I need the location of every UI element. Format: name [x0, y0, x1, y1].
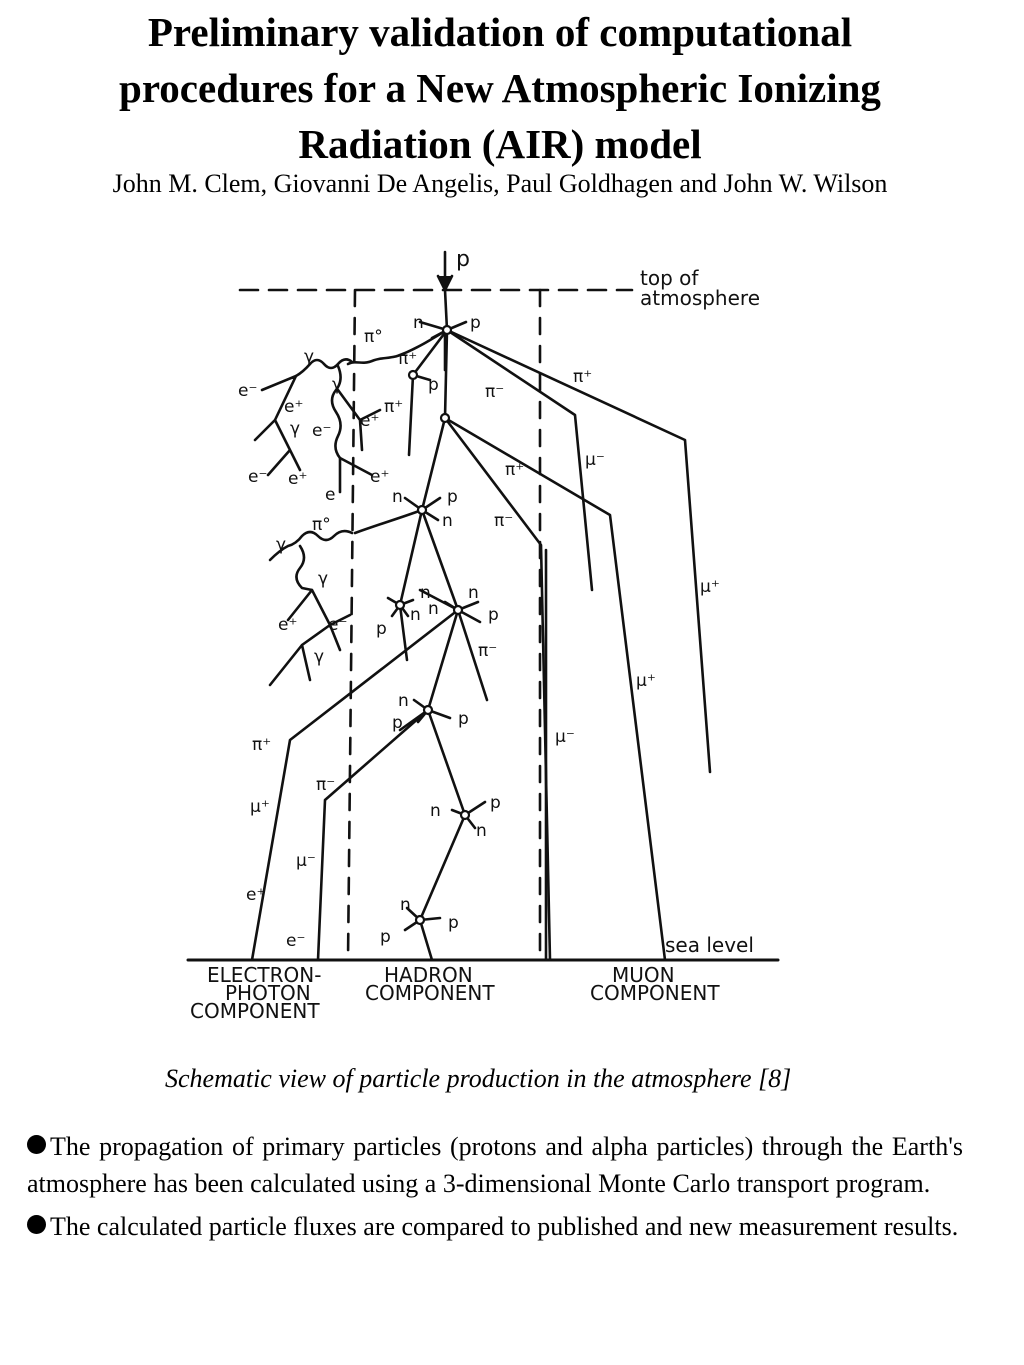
- particle-pi-plus: π⁺: [398, 349, 418, 369]
- title-line-2: procedures for a New Atmospheric Ionizing: [119, 65, 881, 111]
- particle-n: n: [430, 801, 441, 821]
- particle-e-plus: e⁺: [360, 411, 380, 431]
- em-label-2: PHOTON: [225, 981, 311, 1005]
- particle-gamma: γ: [276, 535, 287, 555]
- particle-p: p: [447, 487, 458, 507]
- particle-e-plus: e⁺: [278, 615, 298, 635]
- particle-n: n: [413, 313, 424, 333]
- particle-mu-minus: μ⁻: [585, 450, 605, 470]
- caption-text: Schematic view of particle production in the atmosphere: [165, 1064, 759, 1093]
- top-label-2: atmosphere: [640, 286, 760, 310]
- particle-p: p: [488, 605, 499, 625]
- particle-e-plus: e⁺: [284, 397, 304, 417]
- particle-n: n: [468, 583, 479, 603]
- particle-pi0: π°: [364, 327, 383, 347]
- particle-gamma: γ: [290, 419, 301, 439]
- particle-n: n: [400, 895, 411, 915]
- particle-mu-plus: μ⁺: [636, 671, 656, 691]
- particle-p: p: [448, 913, 459, 933]
- particle-mu-minus: μ⁻: [555, 727, 575, 747]
- particle-pi-minus: π⁻: [485, 382, 505, 402]
- bullet-list: [27, 1128, 963, 1251]
- particle-pi-minus: π⁻: [478, 641, 498, 661]
- particle-pi-plus: π⁺: [384, 397, 404, 417]
- em-hadron-divider: [348, 290, 355, 960]
- title-line-1: Preliminary validation of computational: [147, 9, 853, 55]
- particle-e-plus: e⁺: [370, 467, 390, 487]
- muon-label-1: MUON: [612, 963, 675, 987]
- primary-label: p: [456, 247, 470, 272]
- em-label-1: ELECTRON-: [207, 963, 322, 987]
- particle-pi0: π°: [312, 515, 331, 535]
- particle-n: n: [410, 605, 421, 625]
- title-line-3: Radiation (AIR) model: [298, 121, 702, 167]
- particle-p: p: [392, 713, 403, 733]
- authors: John M. Clem, Giovanni De Angelis, Paul Goldhagen and John W. Wilson: [112, 169, 888, 198]
- particle-pi-minus: π⁻: [316, 775, 336, 795]
- bullet-item-2: [27, 1208, 963, 1245]
- sea-level-label: sea level: [665, 933, 754, 957]
- particle-production-diagram: [0, 230, 1000, 1030]
- particle-gamma: γ: [332, 375, 343, 395]
- particle-n: n: [428, 599, 439, 619]
- particle-e-minus: e⁻: [328, 615, 348, 635]
- particle-mu-minus: μ⁻: [296, 851, 316, 871]
- particle-mu-plus: μ⁺: [700, 577, 720, 597]
- particle-n: n: [476, 821, 487, 841]
- particle-pi-minus: π⁻: [494, 511, 514, 531]
- particle-p: p: [470, 313, 481, 333]
- particle-e: e: [325, 485, 336, 505]
- particle-p: p: [428, 375, 439, 395]
- particle-p: p: [458, 709, 469, 729]
- particle-n: n: [398, 691, 409, 711]
- particle-pi-plus: π⁺: [505, 460, 525, 480]
- particle-pi-plus: π⁺: [252, 735, 272, 755]
- caption-ref: [8]: [758, 1064, 792, 1093]
- figure-caption: [165, 1064, 791, 1094]
- particle-gamma: γ: [314, 647, 325, 667]
- bullet-dot-icon: [27, 1215, 46, 1234]
- muon-label-2: COMPONENT: [590, 981, 720, 1005]
- page-title: [0, 4, 1000, 172]
- particle-mu-plus: μ⁺: [250, 797, 270, 817]
- particle-p: p: [380, 927, 391, 947]
- hadron-label-1: HADRON: [384, 963, 473, 987]
- particle-n: n: [420, 583, 431, 603]
- particle-e-minus: e⁻: [286, 931, 306, 951]
- bullet-text-2: The calculated particle fluxes are compared to published and new measurement results.: [50, 1212, 959, 1241]
- em-label-3: COMPONENT: [190, 999, 320, 1023]
- particle-e-minus: e⁻: [248, 467, 268, 487]
- top-label-1: top of: [640, 266, 699, 290]
- particle-e-plus: e⁺: [288, 469, 308, 489]
- hadron-label-2: COMPONENT: [365, 981, 495, 1005]
- particle-n: n: [392, 487, 403, 507]
- particle-p: p: [490, 793, 501, 813]
- particle-e-minus: e⁻: [312, 421, 332, 441]
- bullet-item-1: [27, 1128, 963, 1202]
- particle-e-minus: e⁻: [238, 381, 258, 401]
- bullet-dot-icon: [27, 1135, 46, 1154]
- particle-p: p: [376, 619, 387, 639]
- particle-gamma: γ: [304, 347, 315, 367]
- bullet-text-1: The propagation of primary particles (protons and alpha particles) through the Earth's atmosphere has been calculated using a 3-dimensional Monte Carlo transport program.: [27, 1132, 963, 1198]
- particle-gamma: γ: [318, 569, 329, 589]
- particle-n: n: [442, 511, 453, 531]
- particle-e-plus: e⁺: [246, 885, 266, 905]
- particle-pi-plus: π⁺: [573, 367, 593, 387]
